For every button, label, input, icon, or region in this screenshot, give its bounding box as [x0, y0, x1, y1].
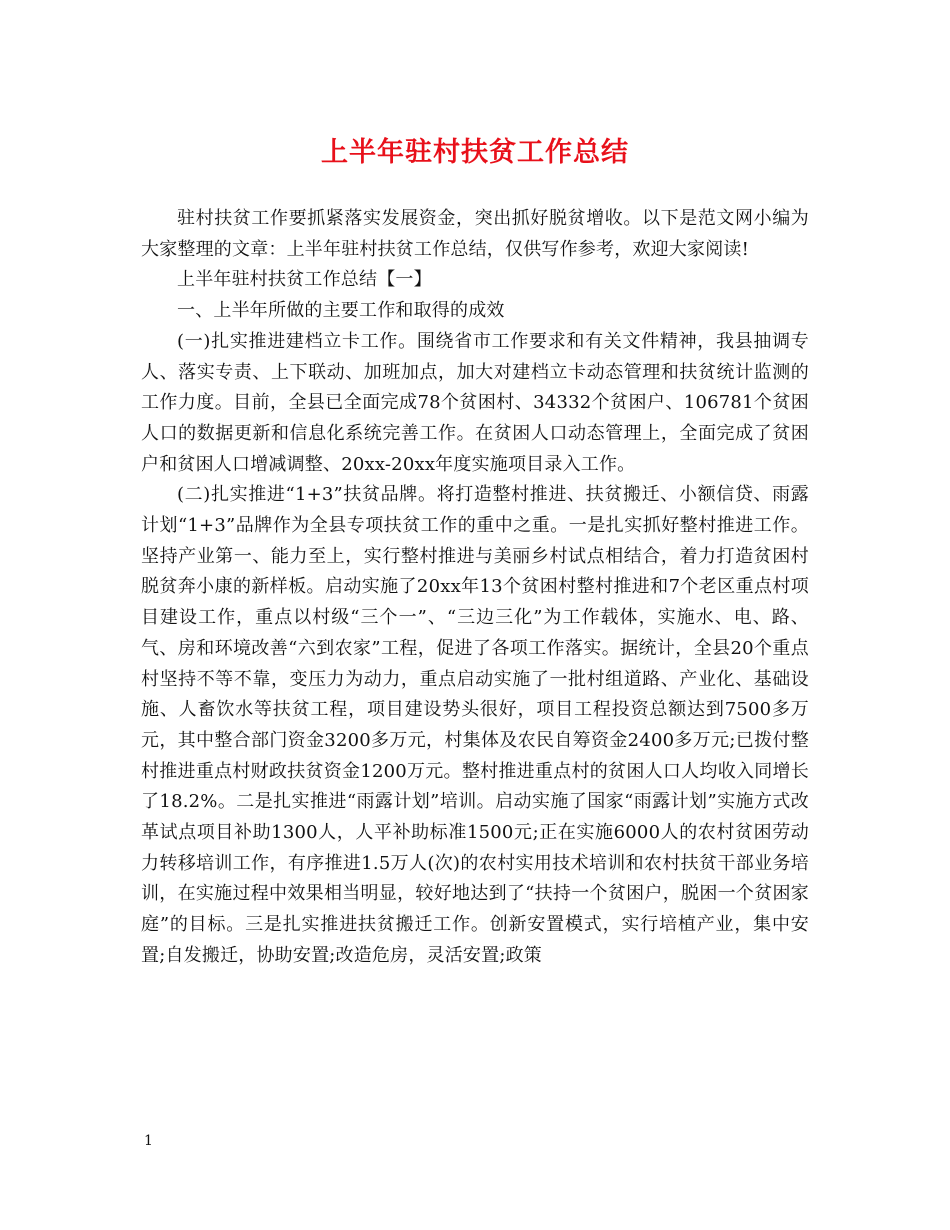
page-number: 1: [144, 1133, 153, 1149]
document-title: 上半年驻村扶贫工作总结: [321, 137, 629, 168]
section-heading: 上半年驻村扶贫工作总结【一】: [177, 269, 432, 291]
body-paragraph: (二)扎实推进“1+3”扶贫品牌。将打造整村推进、扶贫搬迁、小额信贷、雨露计划“1+3”品牌作为全县专项扶贫工作的重中之重。一是扎实抓好整村推进工作。坚持产业第一、能力至上，实行整村推进与美丽乡村试点相结合，着力打造贫困村脱贫奔小康的新样板。启动实施了20xx年13个贫困村整村推进和7个老区重点村项目建设工作，重点以村级“三个一”、“三边三化”为工作载体，实施水、电、路、气、房和环境改善“六到农家”工程，促进了各项工作落实。据统计，全县20个重点村坚持不等不靠，变压力为动力，重点启动实施了一批村组道路、产业化、基础设施、人畜饮水等扶贫工程，项目建设势头很好，项目工程投资总额达到7500多万元，其中整合部门资金3200多万元，村集体及农民自筹资金2400多万元;已拨付整村推进重点村财政扶贫资金1200万元。整村推进重点村的贫困人口人均收入同增长了18.2%。二是扎实推进“雨露计划”培训。启动实施了国家“雨露计划”实施方式改革试点项目补助1300人，人平补助标准1500元;正在实施6000人的农村贫困劳动力转移培训工作，有序推进1.5万人(次)的农村实用技术培训和农村扶贫干部业务培训，在实施过程中效果相当明显，较好地达到了“扶持一个贫困户，脱困一个贫困家庭”的目标。三是扎实推进扶贫搬迁工作。创新安置模式，实行培植产业，集中安置;自发搬迁，协助安置;改造危房，灵活安置;政策: [141, 484, 809, 966]
intro-paragraph: 驻村扶贫工作要抓紧落实发展资金，突出抓好脱贫增收。以下是范文网小编为大家整理的文章：上半年驻村扶贫工作总结，仅供写作参考，欢迎大家阅读!: [141, 208, 809, 260]
body-paragraph: (一)扎实推进建档立卡工作。围绕省市工作要求和有关文件精神，我县抽调专人、落实专责、上下联动、加班加点，加大对建档立卡动态管理和扶贫统计监测的工作力度。目前，全县已全面完成78个贫困村、34332个贫困户、106781个贫困人口的数据更新和信息化系统完善工作。在贫困人口动态管理上，全面完成了贫困户和贫困人口增减调整、20xx-20xx年度实施项目录入工作。: [141, 330, 809, 475]
subsection-heading: 一、上半年所做的主要工作和取得的成效: [177, 300, 505, 322]
document-body: [141, 204, 809, 972]
